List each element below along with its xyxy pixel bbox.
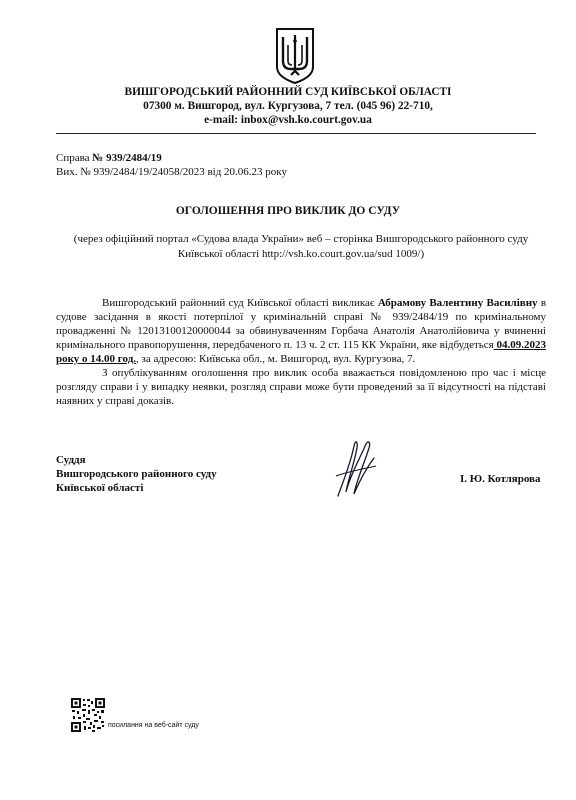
judge-title-block: Суддя Вишгородського районного суду Київської області — [56, 454, 217, 494]
court-name: ВИШГОРОДСЬКИЙ РАЙОННИЙ СУД КИЇВСЬКОЇ ОБЛАСТІ — [124, 86, 452, 98]
judge-name: І. Ю. Котлярова — [460, 473, 541, 485]
header-divider — [56, 133, 536, 134]
hearing-date: 04.09.2023 року о 14.00 год. — [56, 339, 546, 365]
announcement-title: ОГОЛОШЕННЯ ПРО ВИКЛИК ДО СУДУ — [175, 205, 401, 217]
trident-emblem-icon — [275, 27, 315, 85]
case-label: Справа — [56, 152, 93, 164]
announcement-body — [56, 296, 546, 408]
body-paragraph-1: Вишгородський районний суд Київської області викликає Абрамову Валентину Василівну в судове засідання в якості потерпілої у кримінальній справі № 939/2484/19 по кримінальному провадженні № 12013100120000044 за обвинуваченням Горбача Анатолія Анатолійовича у вчиненні кримінального правопорушення, передбаченого п. 13 ч. 2 ст. 115 КК України, яке відбудеться 04.09.2023 року о 14.00 год., за адресою: Київська обл., м. Вишгород, вул. Кургузова, 7. — [56, 297, 547, 365]
qr-caption: посилання на веб-сайт суду — [108, 722, 199, 729]
qr-code[interactable] — [70, 697, 106, 733]
case-number — [56, 152, 162, 164]
body-paragraph-2: З опублікуванням оголошення про виклик особа вважається повідомленою про час і місце розгляду справи і у випадку неявки, розгляд справи може бути проведений за її відсутності на підставі наявних у справі доказів. — [56, 367, 546, 407]
outgoing-number: Вих. № 939/2484/19/24058/2023 від 20.06.23 року — [56, 166, 287, 178]
judge-signature — [332, 436, 382, 502]
court-email: e-mail: inbox@vsh.ko.court.gov.ua — [204, 114, 372, 126]
court-address: 07300 м. Вишгород, вул. Кургузова, 7 тел. (045 96) 22-710, — [143, 100, 433, 112]
portal-note: (через офіційний портал «Судова влада України» веб – сторінка Вишгородського районного суду Київської області http://vsh.ko.court.gov.ua/sud 1009/) — [73, 233, 529, 260]
case-number-value: № 939/2484/19 — [92, 152, 162, 164]
summoned-person-name: Абрамову Валентину Василівну — [377, 297, 538, 309]
